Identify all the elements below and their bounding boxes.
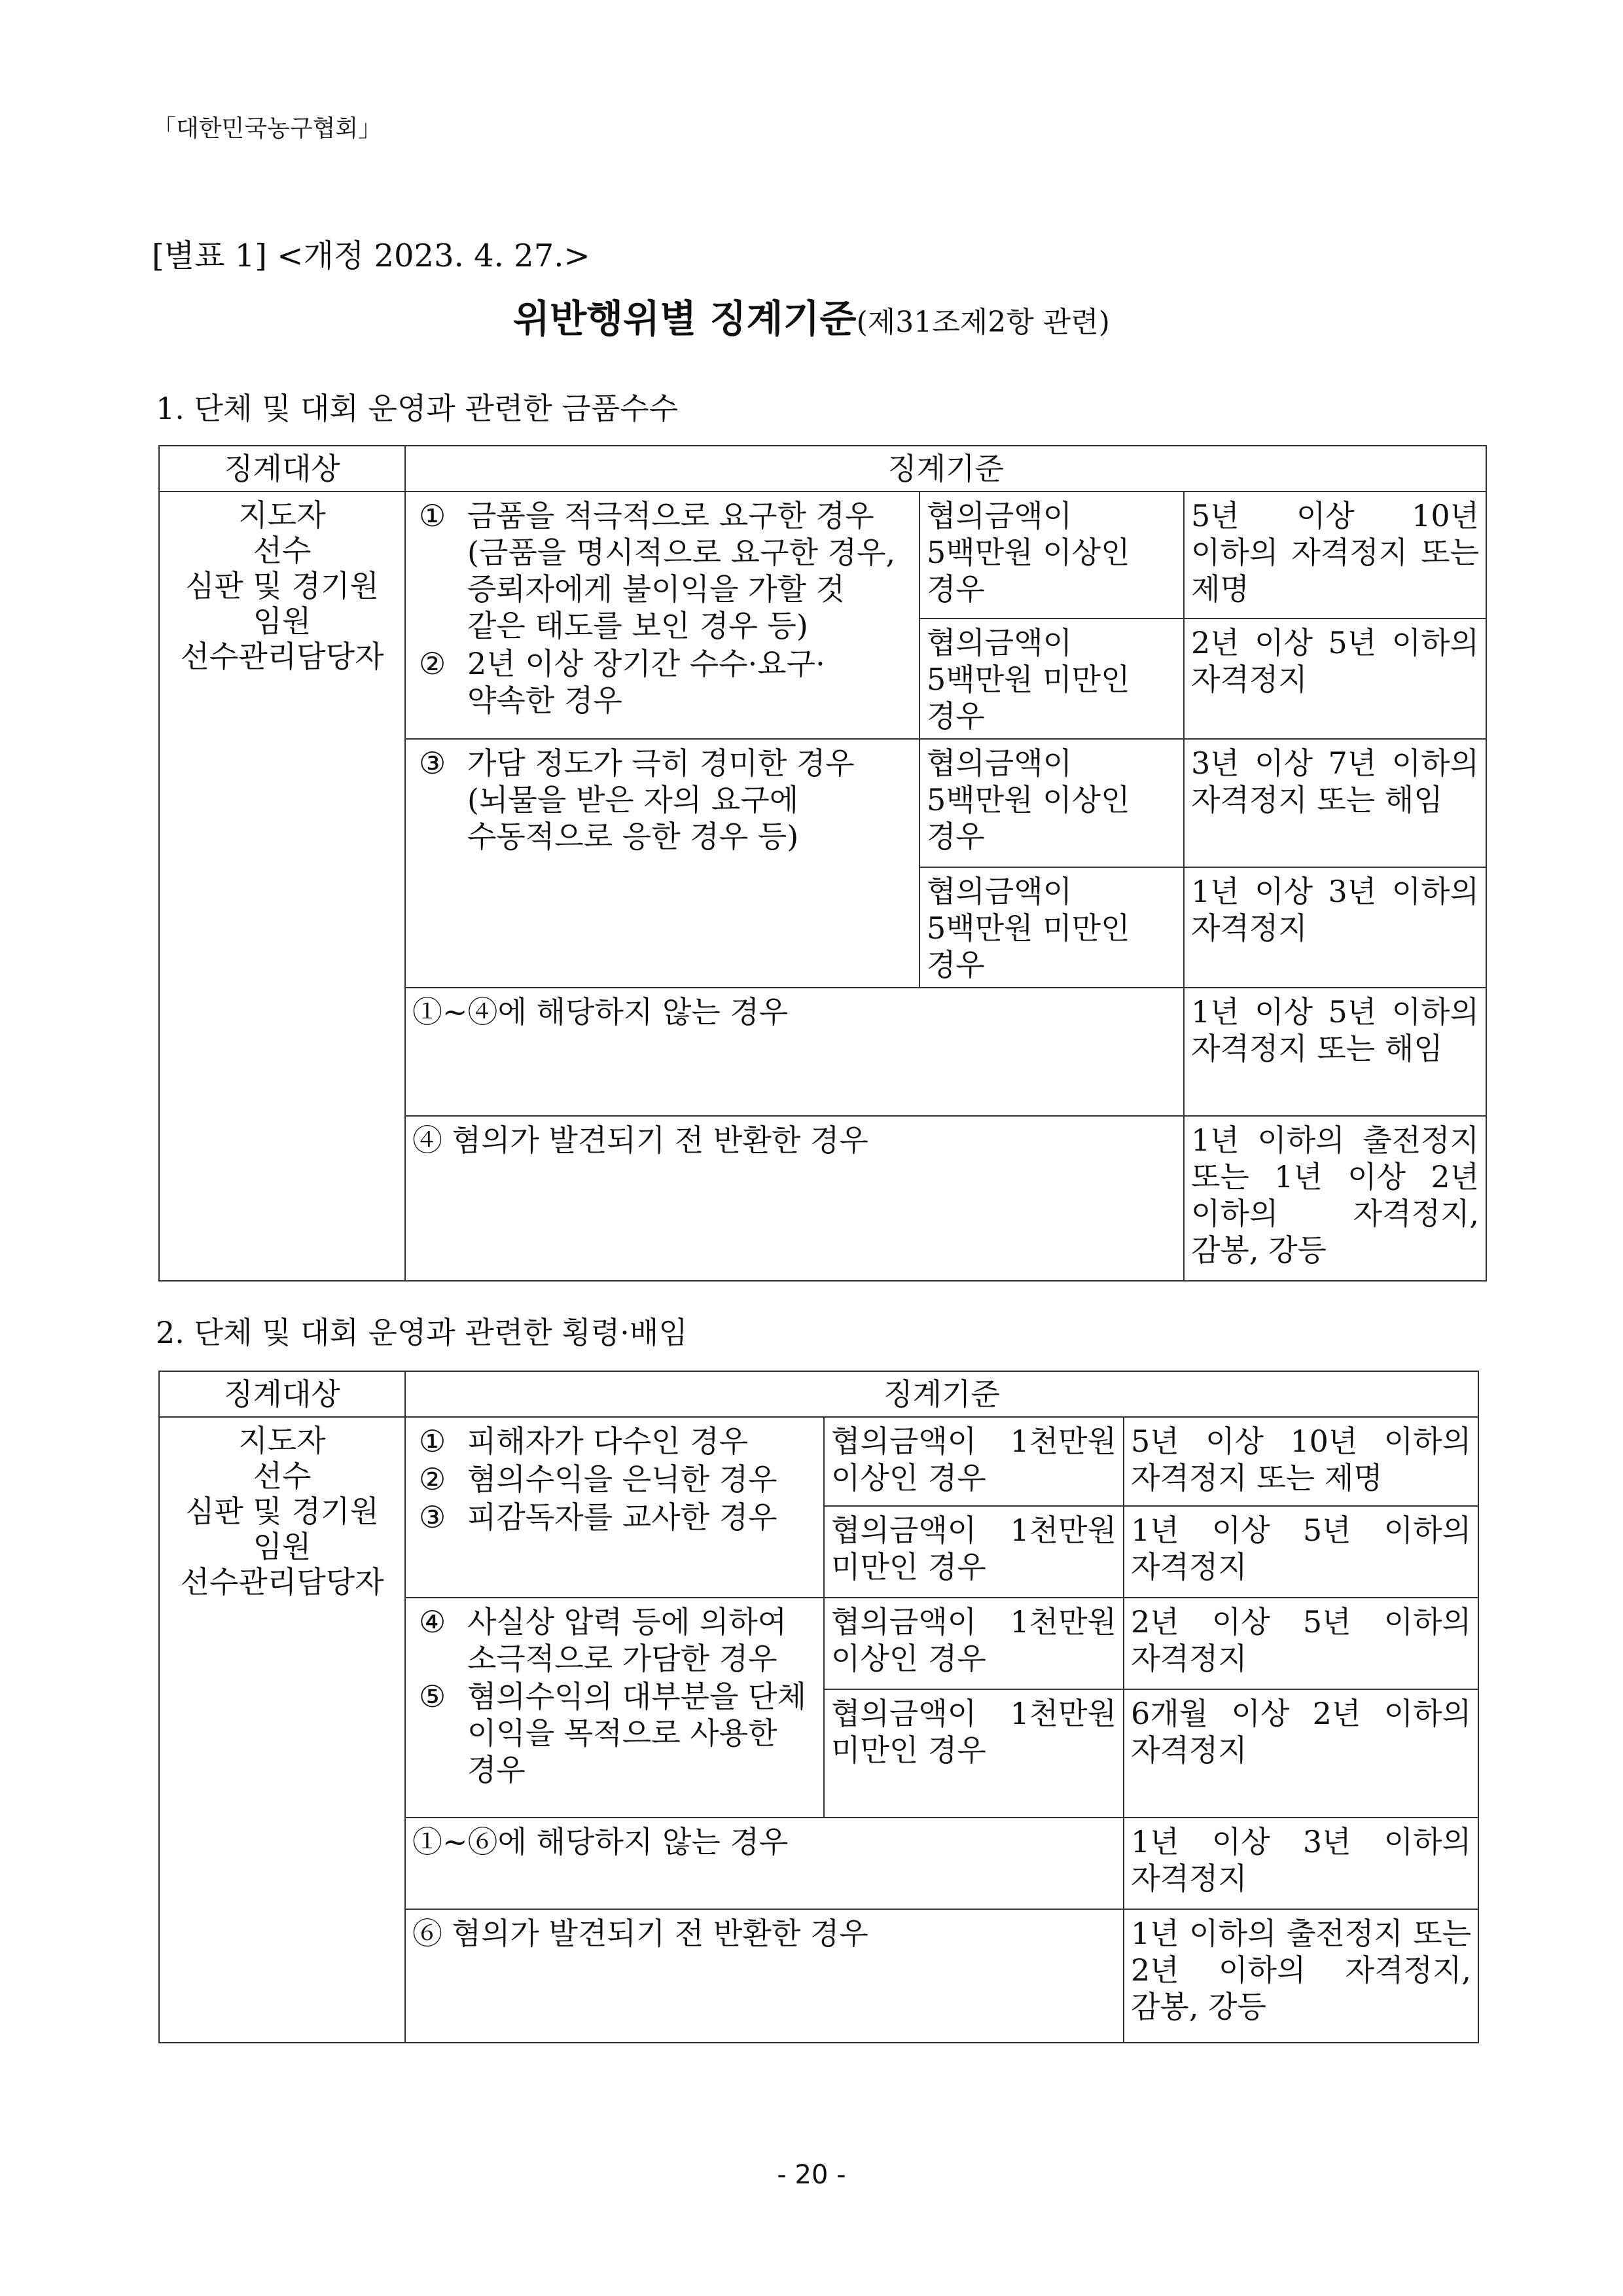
case-text: 금품을 적극적으로 요구한 경우(금품을 명시적으로 요구한 경우, 증뢰자에게 불이익을 가할 것 같은 태도를 보인 경우 등)	[467, 498, 896, 643]
case-marker: ④	[419, 1604, 446, 1640]
penalty-text: 6개월 이상 2년 이하의 자격정지	[1124, 1689, 1478, 1818]
amount-condition: 협의금액이 5백만원 이상인 경우	[919, 492, 1184, 619]
penalty-text: 2년 이상 5년 이하의 자격정지	[1124, 1598, 1478, 1689]
case-marker: ⑤	[419, 1679, 446, 1714]
target-list	[159, 492, 405, 1281]
amount-condition: 협의금액이 5백만원 미만인 경우	[919, 619, 1184, 739]
amount-condition: 협의금액이 1천만원 이상인 경우	[824, 1598, 1124, 1689]
section1-table	[158, 445, 1487, 1282]
penalty-text: 5년 이상 10년 이하의 자격정지 또는 제명	[1184, 492, 1486, 619]
annex-label: [별표 1] <개정 2023. 4. 27.>	[152, 238, 590, 274]
table-header-row	[159, 1371, 1478, 1417]
return-case: ④ 혐의가 발견되기 전 반환한 경우	[405, 1116, 1184, 1281]
page-number: - 20 -	[777, 2160, 846, 2190]
target-item: 임원	[253, 1529, 312, 1564]
document-header-org: 「대한민국농구협회」	[152, 115, 382, 142]
target-list	[159, 1417, 405, 2043]
target-item: 심판 및 경기원	[185, 1494, 379, 1529]
title-main: 위반행위별 징계기준	[513, 296, 857, 341]
case-marker: ③	[419, 745, 446, 781]
target-item: 선수	[253, 533, 312, 568]
penalty-text: 1년 이하의 출전정지 또는 1년 이상 2년 이하의 자격정지, 감봉, 강등	[1184, 1116, 1486, 1281]
penalty-text: 5년 이상 10년 이하의 자격정지 또는 제명	[1124, 1417, 1478, 1506]
penalty-text: 1년 이상 3년 이하의 자격정지	[1124, 1818, 1478, 1909]
title-sub: (제31조제2항 관련)	[856, 306, 1110, 339]
case-text: 혐의수익을 은닉한 경우	[467, 1462, 777, 1497]
case-marker: ①	[419, 498, 446, 533]
return-case: ⑥ 혐의가 발견되기 전 반환한 경우	[405, 1909, 1124, 2043]
table-header-row	[159, 446, 1486, 492]
case-item	[412, 1604, 817, 1677]
case-text: 피해자가 다수인 경우	[467, 1424, 749, 1459]
case-text: 피감독자를 교사한 경우	[467, 1499, 777, 1535]
penalty-text: 3년 이상 7년 이하의 자격정지 또는 해임	[1184, 739, 1486, 867]
target-item: 지도자	[238, 497, 326, 533]
case-marker: ②	[419, 646, 446, 681]
amount-condition: 협의금액이 1천만원 미만인 경우	[824, 1689, 1124, 1818]
case-group-a	[405, 492, 919, 739]
case-item	[412, 745, 912, 855]
section2-heading: 2. 단체 및 대회 운영과 관련한 횡령·배임	[156, 1315, 688, 1350]
case-marker: ①	[419, 1424, 446, 1459]
case-item	[412, 1461, 817, 1498]
target-item: 선수관리담당자	[180, 639, 384, 674]
penalty-text: 1년 이상 5년 이하의 자격정지	[1124, 1506, 1478, 1598]
case-marker: ③	[419, 1499, 446, 1535]
penalty-text: 1년 이하의 출전정지 또는 2년 이하의 자격정지, 감봉, 강등	[1124, 1909, 1478, 2043]
table-row	[159, 492, 1486, 619]
amount-condition: 협의금액이 1천만원 이상인 경우	[824, 1417, 1124, 1506]
col-header-target: 징계대상	[159, 1371, 405, 1417]
table-row	[159, 1417, 1478, 1506]
amount-condition: 협의금액이 5백만원 이상인 경우	[919, 739, 1184, 867]
section2-table	[158, 1371, 1479, 2043]
col-header-target: 징계대상	[159, 446, 405, 492]
penalty-text: 2년 이상 5년 이하의 자격정지	[1184, 619, 1486, 739]
other-case: ①~④에 해당하지 않는 경우	[405, 988, 1184, 1116]
case-item	[412, 645, 912, 719]
case-group-b	[405, 739, 919, 988]
target-item: 지도자	[238, 1423, 326, 1458]
other-case: ①~⑥에 해당하지 않는 경우	[405, 1818, 1124, 1909]
case-item	[412, 1423, 817, 1460]
case-marker: ②	[419, 1462, 446, 1497]
case-item	[412, 1499, 817, 1535]
col-header-criteria: 징계기준	[405, 446, 1486, 492]
penalty-text: 1년 이상 3년 이하의 자격정지	[1184, 867, 1486, 988]
section1-heading: 1. 단체 및 대회 운영과 관련한 금품수수	[156, 391, 679, 426]
target-item: 선수관리담당자	[180, 1564, 384, 1600]
case-item	[412, 497, 912, 644]
target-item: 임원	[253, 603, 312, 639]
col-header-criteria: 징계기준	[405, 1371, 1478, 1417]
case-text: 사실상 압력 등에 의하여 소극적으로 가담한 경우	[467, 1604, 787, 1676]
amount-condition: 협의금액이 1천만원 미만인 경우	[824, 1506, 1124, 1598]
penalty-text: 1년 이상 5년 이하의 자격정지 또는 해임	[1184, 988, 1486, 1116]
amount-condition: 협의금액이 5백만원 미만인 경우	[919, 867, 1184, 988]
target-item: 선수	[253, 1458, 312, 1494]
case-text: 혐의수익의 대부분을 단체 이익을 목적으로 사용한 경우	[467, 1679, 807, 1787]
case-group-a	[405, 1417, 824, 1598]
case-group-b	[405, 1598, 824, 1818]
case-text: 가담 정도가 극히 경미한 경우(뇌물을 받은 자의 요구에 수동적으로 응한 경우 등)	[467, 745, 855, 854]
case-item	[412, 1678, 817, 1788]
case-text: 2년 이상 장기간 수수·요구·약속한 경우	[467, 646, 825, 718]
target-item: 심판 및 경기원	[185, 568, 379, 603]
page-title	[0, 288, 1623, 343]
